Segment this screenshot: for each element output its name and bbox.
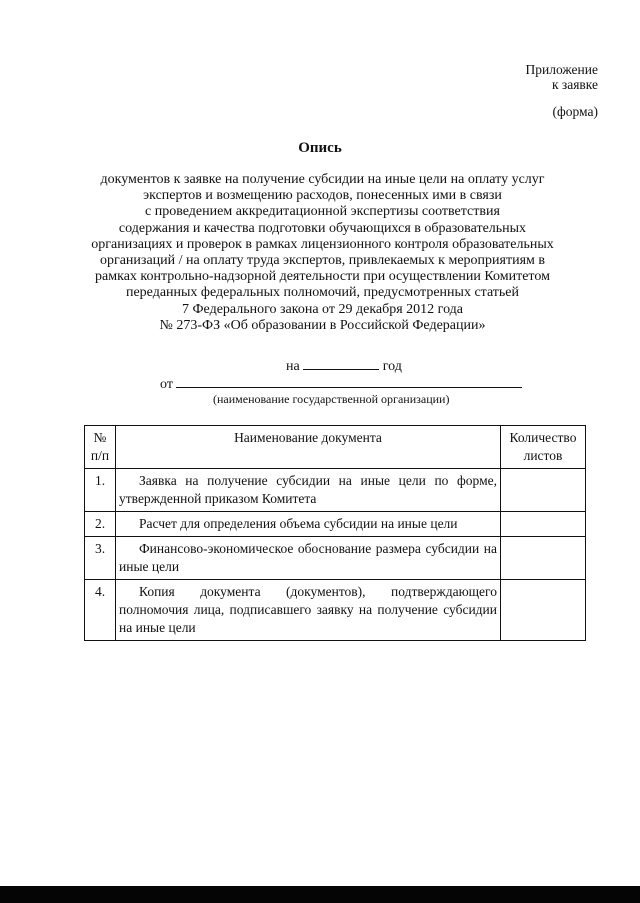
- row-name: Расчет для определения объема субсидии на иные цели: [116, 512, 501, 537]
- table-header-row: [85, 426, 586, 469]
- subtitle-line: содержания и качества подготовки обучающихся в образовательных: [118, 220, 527, 236]
- appendix-line-2: к заявке: [551, 77, 598, 92]
- table-row: [85, 580, 586, 641]
- appendix-note: [526, 62, 598, 119]
- header-qty-line-2: листов: [523, 448, 563, 463]
- header-num: [85, 426, 116, 469]
- organization-hint: (наименование государственной организации): [213, 392, 450, 406]
- year-prefix: на: [286, 359, 300, 374]
- appendix-line-1: Приложение: [525, 62, 598, 77]
- subtitle-line: переданных федеральных полномочий, предусмотренных статьей: [125, 285, 520, 301]
- subtitle-line: № 273-ФЗ «Об образовании в Российской Федерации»: [159, 317, 486, 333]
- row-num: 2.: [85, 512, 116, 537]
- row-qty-cell[interactable]: [501, 537, 586, 580]
- subtitle-line: рамках контрольно-надзорной деятельности при осуществлении Комитетом: [95, 269, 550, 285]
- subtitle-line: 7 Федерального закона от 29 декабря 2012 года: [181, 301, 464, 317]
- table-row: [85, 512, 586, 537]
- header-num-line-1: №: [93, 430, 107, 445]
- document-subtitle: [70, 172, 575, 334]
- year-blank-field[interactable]: [303, 357, 379, 370]
- row-qty-cell[interactable]: [501, 469, 586, 512]
- row-qty-cell[interactable]: [501, 580, 586, 641]
- row-num: 1.: [85, 469, 116, 512]
- form-note: (форма): [552, 104, 598, 119]
- subtitle-line: организациях и проверок в рамках лицензионного контроля образовательных: [91, 236, 554, 252]
- organization-blank-field[interactable]: [176, 375, 522, 388]
- subtitle-line: документов к заявке на получение субсидии на иные цели на оплату услуг: [100, 172, 545, 187]
- row-name: Заявка на получение субсидии на иные цели по форме, утвержденной приказом Комитета: [116, 469, 501, 512]
- subtitle-line: экспертов и возмещению расходов, понесенных ими в связи: [143, 188, 502, 204]
- header-name: Наименование документа: [116, 426, 501, 469]
- row-num: 4.: [85, 580, 116, 641]
- from-prefix: от: [160, 377, 173, 392]
- table-row: [85, 469, 586, 512]
- header-qty: [501, 426, 586, 469]
- row-qty-cell[interactable]: [501, 512, 586, 537]
- document-title: Опись: [298, 140, 342, 156]
- subtitle-line: организаций / на оплату труда экспертов, привлекаемых к мероприятиям в: [99, 253, 546, 269]
- year-row: [286, 357, 402, 375]
- table-row: [85, 537, 586, 580]
- documents-table: [84, 425, 586, 641]
- header-qty-line-1: Количество: [509, 430, 577, 445]
- subtitle-line: с проведением аккредитационной экспертизы соответствия: [145, 204, 500, 220]
- row-name: Копия документа (документов), подтверждающего полномочия лица, подписавшего заявку на получение субсидии на иные цели: [116, 580, 501, 641]
- row-num: 3.: [85, 537, 116, 580]
- year-suffix: год: [382, 359, 402, 374]
- scan-edge-bar: [0, 886, 640, 903]
- from-row: [160, 375, 522, 393]
- header-num-line-2: п/п: [90, 448, 110, 463]
- row-name: Финансово-экономическое обоснование размера субсидии на иные цели: [116, 537, 501, 580]
